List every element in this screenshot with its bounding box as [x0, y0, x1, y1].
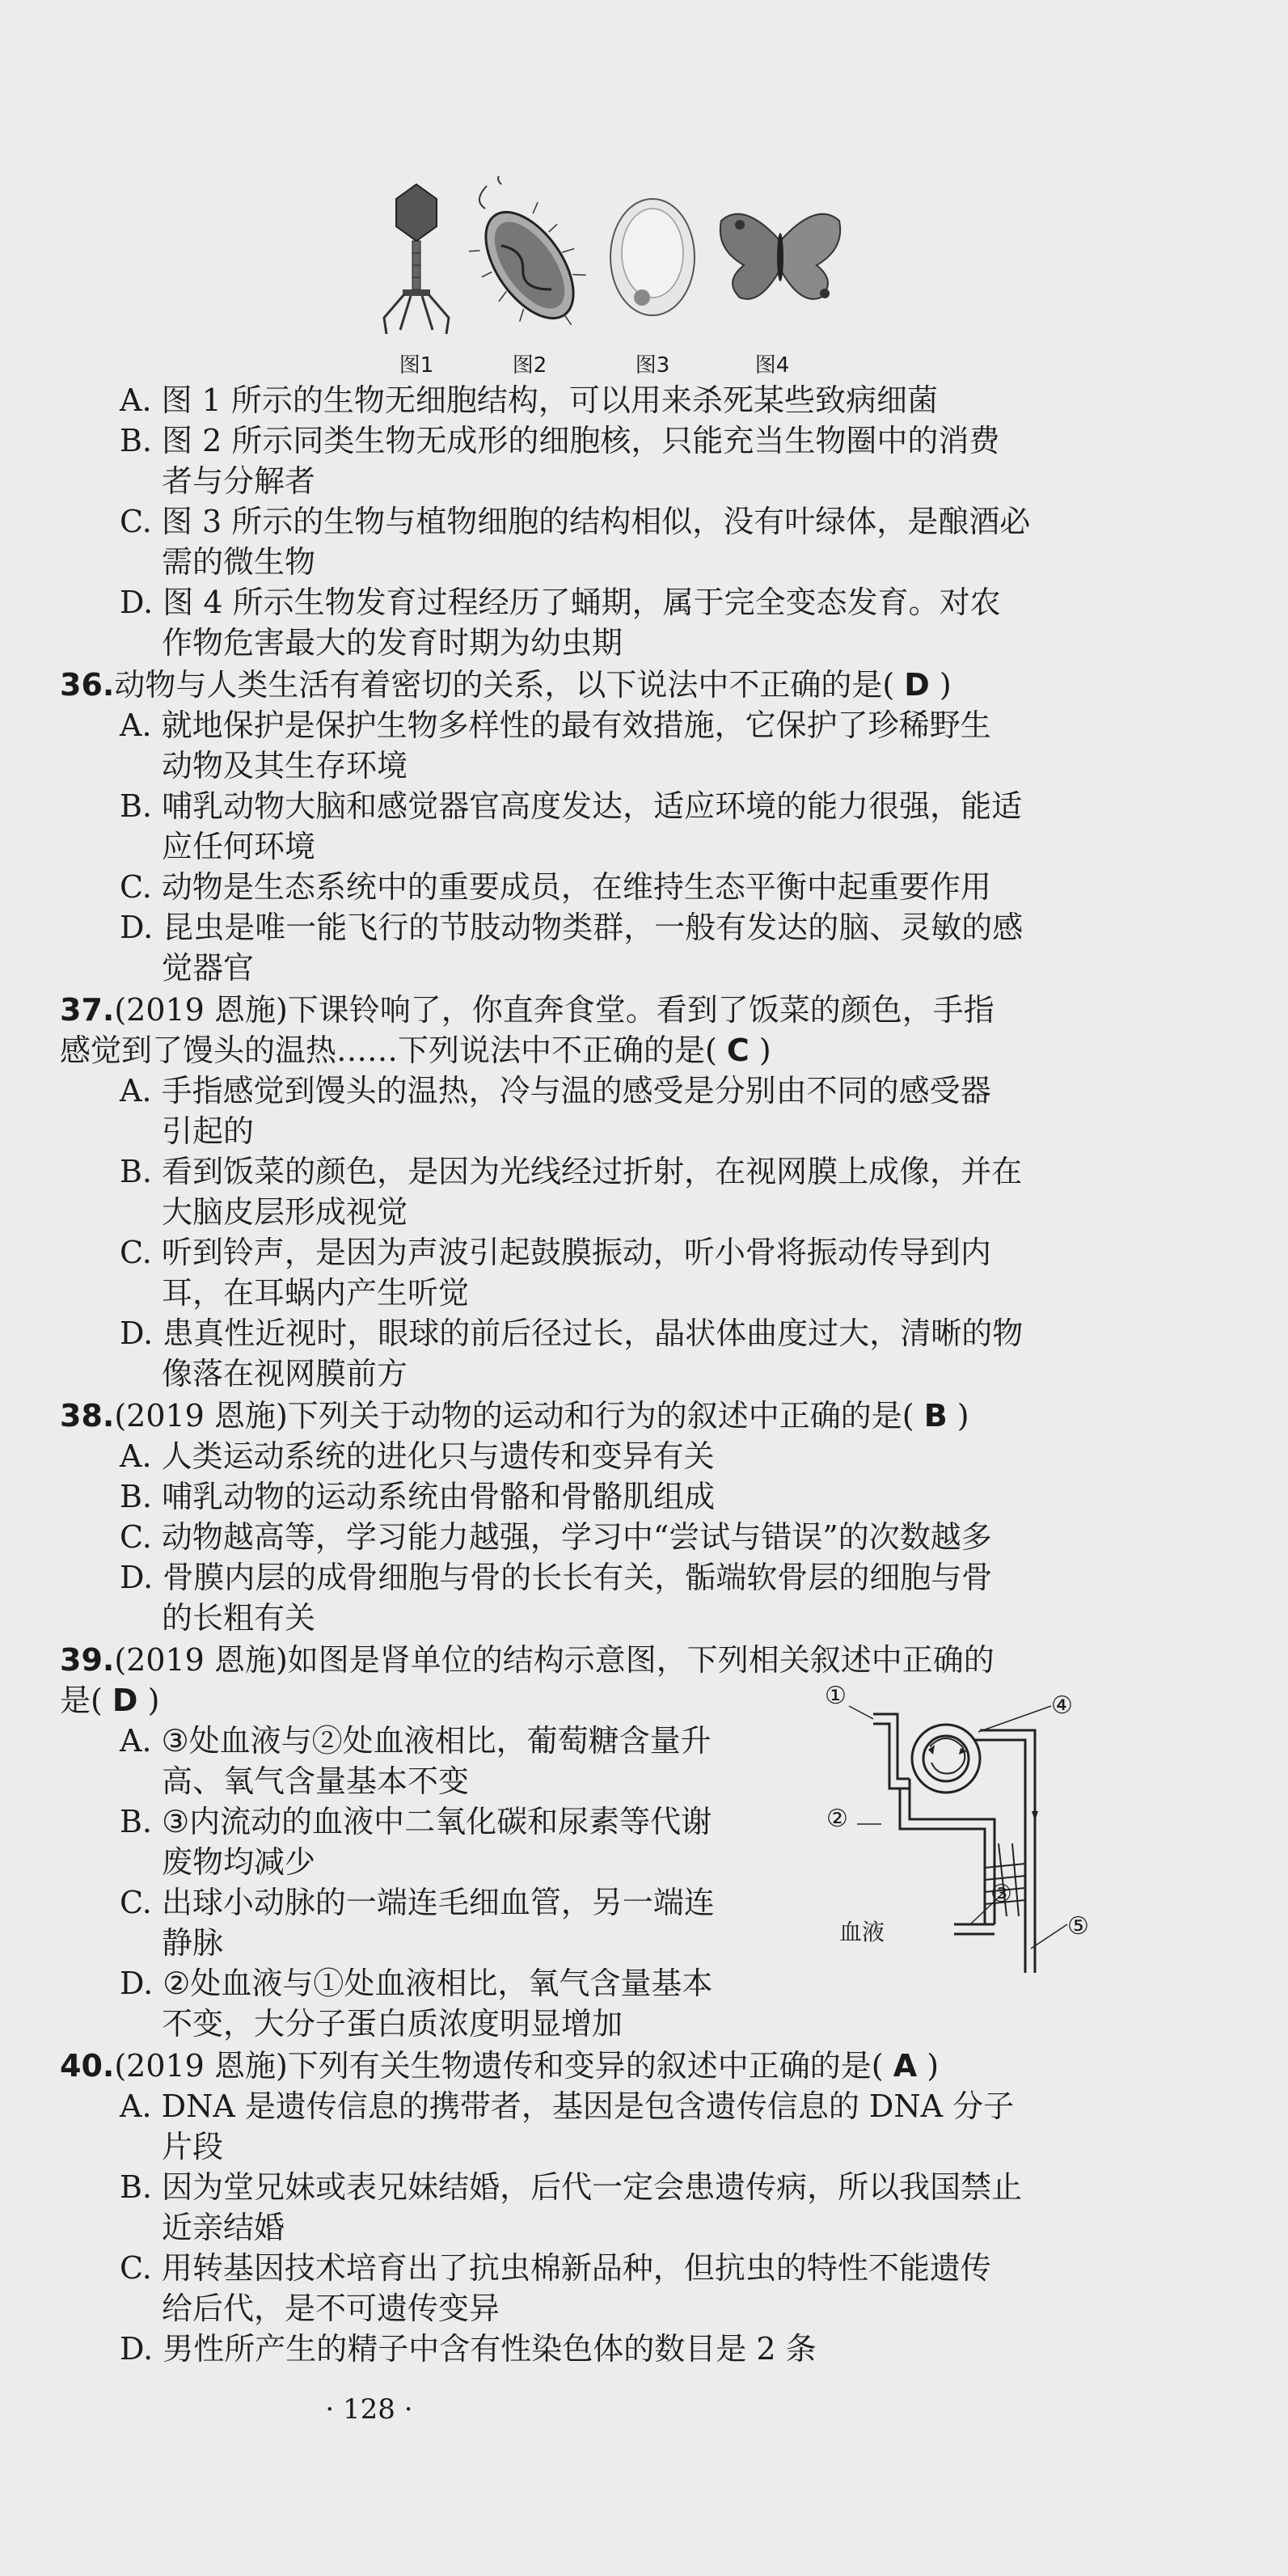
q39-option-c-cont: 静脉	[162, 1925, 224, 1961]
q38-option-b: B. 哺乳动物的运动系统由骨骼和骨骼肌组成	[120, 1479, 716, 1514]
q36-stem	[0, 666, 1288, 703]
q38-option-d-cont: 的长粗有关	[162, 1600, 316, 1636]
q36-option-b-cont: 应任何环境	[162, 829, 316, 864]
question-text: (2019 恩施)下课铃响了，你直奔食堂。看到了饭菜的颜色，手指	[114, 992, 995, 1028]
q38-option-c: C. 动物越高等，学习能力越强，学习中“尝试与错误”的次数越多	[120, 1519, 992, 1555]
q38-option-d: D. 骨膜内层的成骨细胞与骨的长长有关，骺端软骨层的细胞与骨	[120, 1560, 993, 1595]
page-number	[0, 2393, 1288, 2426]
close-paren: )	[939, 667, 952, 703]
q35-option-c-cont: 需的微生物	[162, 544, 316, 580]
q36-option-c: C. 动物是生态系统中的重要成员，在维持生态平衡中起重要作用	[120, 869, 991, 905]
q40-option-b: B. 因为堂兄妹或表兄妹结婚，后代一定会患遗传病，所以我国禁止	[120, 2169, 1023, 2205]
question-text: (2019 恩施)下列关于动物的运动和行为的叙述中正确的是(	[114, 1398, 914, 1434]
question-text: (2019 恩施)如图是肾单位的结构示意图，下列相关叙述中正确的	[114, 1642, 995, 1678]
q38-option-a: A. 人类运动系统的进化只与遗传和变异有关	[120, 1438, 715, 1474]
answer: B	[923, 1398, 948, 1434]
question-text: (2019 恩施)下列有关生物遗传和变异的叙述中正确的是(	[114, 2048, 884, 2084]
question-number: 36.	[60, 667, 115, 703]
q35-option-a: A. 图 1 所示的生物无细胞结构，可以用来杀死某些致病细菌	[120, 382, 938, 418]
close-paren: )	[927, 2048, 940, 2084]
q36-option-d-cont: 觉器官	[162, 950, 255, 986]
close-paren: )	[956, 1398, 969, 1434]
q40-option-a: A. DNA 是遗传信息的携带者，基因是包含遗传信息的 DNA 分子	[120, 2088, 1015, 2124]
q40-option-d: D. 男性所产生的精子中含有性染色体的数目是 2 条	[120, 2331, 817, 2367]
q37-stem-cont	[0, 1032, 1288, 1069]
q37-option-d: D. 患真性近视时，眼球的前后径过长，晶状体曲度过大，清晰的物	[120, 1315, 1024, 1351]
q40-option-b-cont: 近亲结婚	[162, 2210, 285, 2245]
bacterium-figure	[469, 176, 590, 378]
q37-option-c: C. 听到铃声，是因为声波引起鼓膜振动，听小骨将振动传导到内	[120, 1235, 991, 1270]
diagram-label-1: ①	[825, 1682, 847, 1710]
q36-option-b: B. 哺乳动物大脑和感觉器官高度发达，适应环境的能力很强，能适	[120, 788, 1023, 824]
q39-option-c: C. 出球小动脉的一端连毛细血管，另一端连	[120, 1885, 715, 1920]
q35-option-c: C. 图 3 所示的生物与植物细胞的结构相似，没有叶绿体，是酿酒必	[120, 504, 1031, 539]
q36-option-a: A. 就地保护是保护生物多样性的最有效措施，它保护了珍稀野生	[120, 707, 991, 743]
q37-stem	[0, 991, 1288, 1028]
q35-option-d: D. 图 4 所示生物发育过程经历了蛹期，属于完全变态发育。对农	[120, 585, 1001, 620]
close-paren: )	[758, 1033, 771, 1068]
q37-option-b: B. 看到饭菜的颜色，是因为光线经过折射，在视网膜上成像，并在	[120, 1154, 1023, 1189]
figure-caption: 图4	[754, 353, 790, 378]
q39-option-b: B. ③内流动的血液中二氧化碳和尿素等代谢	[120, 1804, 712, 1839]
answer: A	[893, 2048, 918, 2084]
q38-stem	[0, 1397, 1288, 1434]
q40-option-a-cont: 片段	[162, 2129, 224, 2164]
question-number: 37.	[60, 992, 115, 1028]
answer: D	[112, 1683, 138, 1718]
q40-option-c-cont: 给后代，是不可遗传变异	[162, 2291, 500, 2326]
q37-option-a: A. 手指感觉到馒头的温热，冷与温的感受是分别由不同的感受器	[120, 1073, 991, 1109]
q37-option-b-cont: 大脑皮层形成视觉	[162, 1194, 408, 1230]
q39-option-d-cont: 不变，大分子蛋白质浓度明显增加	[162, 2006, 623, 2042]
organism-figures	[356, 176, 873, 378]
q40-option-c: C. 用转基因技术培育出了抗虫棉新品种，但抗虫的特性不能遗传	[120, 2250, 991, 2286]
figure-caption: 图1	[399, 353, 434, 378]
figure-caption: 图3	[635, 353, 670, 378]
q35-option-b: B. 图 2 所示同类生物无成形的细胞核，只能充当生物圈中的消费	[120, 423, 1000, 458]
q39-option-a-cont: 高、氧气含量基本不变	[162, 1763, 470, 1799]
q37-option-a-cont: 引起的	[162, 1113, 255, 1149]
bacteriophage-figure	[356, 176, 477, 378]
question-number: 39.	[60, 1642, 115, 1678]
diagram-label-5: ⑤	[1067, 1912, 1089, 1940]
blood-label: 血液	[839, 1919, 885, 1945]
yeast-figure	[592, 176, 713, 378]
question-number: 38.	[60, 1398, 115, 1434]
question-text: 感觉到了馒头的温热……下列说法中不正确的是(	[60, 1033, 717, 1068]
q37-option-c-cont: 耳，在耳蜗内产生听觉	[162, 1275, 470, 1311]
question-text: 动物与人类生活有着密切的关系，以下说法中不正确的是(	[114, 667, 895, 703]
q40-stem	[0, 2047, 1288, 2084]
q36-option-a-cont: 动物及其生存环境	[162, 748, 408, 783]
q39-option-a: A. ③处血液与②处血液相比，葡萄糖含量升	[120, 1723, 712, 1759]
q35-option-d-cont: 作物危害最大的发育时期为幼虫期	[162, 625, 623, 661]
question-text: 是(	[60, 1683, 103, 1718]
close-paren: )	[147, 1683, 160, 1718]
question-number: 40.	[60, 2048, 115, 2084]
q36-option-d: D. 昆虫是唯一能飞行的节肢动物类群，一般有发达的脑、灵敏的感	[120, 910, 1024, 945]
diagram-label-4: ④	[1051, 1691, 1073, 1720]
page-number-text: · 128 ·	[325, 2393, 413, 2426]
butterfly-figure	[712, 176, 833, 378]
diagram-label-2: ②	[826, 1805, 848, 1833]
q39-stem	[0, 1641, 1288, 1679]
q39-option-b-cont: 废物均减少	[162, 1844, 316, 1880]
q37-option-d-cont: 像落在视网膜前方	[162, 1356, 408, 1391]
q39-option-d: D. ②处血液与①处血液相比，氧气含量基本	[120, 1966, 713, 2001]
q35-option-b-cont: 者与分解者	[162, 463, 316, 499]
nephron-diagram	[825, 1682, 1100, 1981]
answer: C	[726, 1033, 750, 1068]
diagram-label-3: ③	[990, 1880, 1012, 1908]
figure-caption: 图2	[512, 353, 547, 378]
answer: D	[904, 667, 930, 703]
